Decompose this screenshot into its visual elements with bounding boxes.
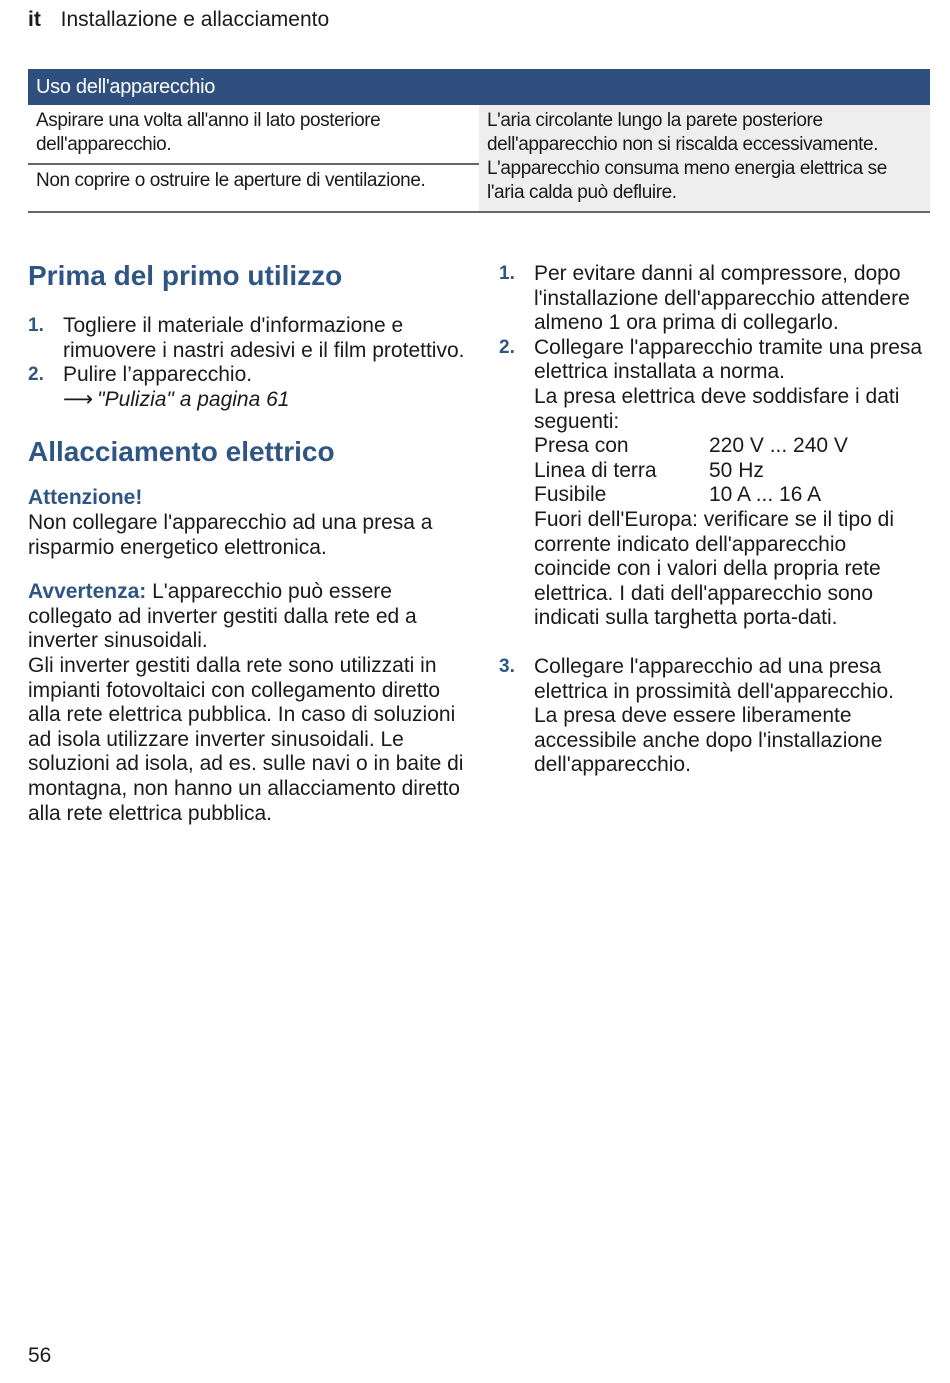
list-item	[499, 655, 929, 778]
first-use-heading: Prima del primo utilizzo	[28, 260, 343, 291]
table-heading: Uso dell'apparecchio	[28, 69, 930, 105]
left-column	[28, 258, 468, 826]
electrical-heading: Allacciamento elettrico	[28, 436, 335, 468]
first-use-steps	[28, 314, 468, 412]
list-item	[28, 314, 468, 363]
table-right-text: L'aria circolante lungo la parete posteriore dell'apparecchio non si riscalda eccessivamente.	[487, 110, 879, 155]
note-text-2: Gli inverter gestiti dalla rete sono utilizzati in impianti fotovoltaici con collegamento diretto alla rete elettrica pubblica. In caso di soluzioni ad isola utilizzare inverter sinusoidali. Le soluzioni ad isola, ad es. sulle navi o in baite di montagna, non hanno un allacciamento diretto alla rete elettrica pubblica.	[28, 653, 464, 825]
step-text: Collegare l'apparecchio tramite una presa elettrica installata a norma.	[534, 335, 923, 384]
requirement-text: La presa elettrica deve soddisfare i dati seguenti:	[534, 384, 900, 433]
list-item	[499, 262, 929, 336]
caution-label: Attenzione!	[28, 486, 143, 510]
step-text: Per evitare danni al compressore, dopo l'installazione dell'apparecchio attendere almeno 1 ora prima di collegarlo.	[534, 262, 910, 335]
note-paragraph	[28, 580, 468, 654]
table-cell: Aspirare una volta all'anno il lato posteriore dell'apparecchio.	[28, 105, 479, 164]
step-text-2: La presa deve essere liberamente accessibile anche dopo l'installazione dell'apparecchio.	[534, 704, 883, 777]
right-column	[499, 262, 929, 778]
caution-text: Non collegare l'apparecchio ad una presa a risparmio energetico elettronica.	[28, 510, 433, 559]
section-title: Installazione e allacciamento	[60, 8, 330, 31]
note-label: Avvertenza:	[28, 580, 147, 604]
step-text: Togliere il materiale d'informazione e rimuovere i nastri adesivi e il film protettivo.	[63, 314, 465, 362]
step-number: 1.	[499, 263, 515, 284]
usage-table	[28, 69, 930, 213]
step-text: Pulire l’apparecchio.	[63, 363, 253, 387]
step-number: 2.	[499, 336, 515, 358]
spec-value: 220 V ... 240 V	[709, 434, 848, 458]
spec-key: Presa con	[534, 434, 629, 458]
list-item	[499, 336, 929, 631]
spec-key: Fusibile	[534, 483, 607, 507]
step-number: 3.	[499, 655, 515, 677]
outside-europe-text: Fuori dell'Europa: verificare se il tipo di corrente indicato dell'apparecchio coincide con i valori della propria rete elettrica. I dati dell'apparecchio sono indicati sulla targhetta porta-dati.	[534, 507, 895, 630]
cross-reference-link[interactable]: ⟶ "Pulizia" a pagina 61	[63, 387, 290, 411]
table-right-text: L'apparecchio consuma meno energia elettrica se l'aria calda può defluire.	[487, 158, 887, 203]
list-item	[28, 363, 468, 412]
page-number: 56	[28, 1344, 52, 1367]
arrow-right-icon: ⟶	[63, 387, 94, 411]
page-header	[28, 8, 329, 32]
step-text: Collegare l'apparecchio ad una presa elettrica in prossimità dell'apparecchio.	[534, 654, 895, 703]
spec-key: Linea di terra	[534, 458, 657, 482]
spec-value: 10 A ... 16 A	[709, 483, 822, 507]
spec-table	[534, 434, 929, 508]
step-number: 2.	[28, 364, 44, 386]
language-code: it	[28, 8, 41, 31]
table-cell-right	[479, 105, 930, 212]
table-cell: Non coprire o ostruire le aperture di ventilazione.	[28, 164, 479, 212]
step-number: 1.	[28, 315, 44, 336]
spec-value: 50 Hz	[709, 458, 764, 482]
connection-steps	[499, 262, 929, 778]
note-text: L'apparecchio può essere collegato ad inverter gestiti dalla rete ed a inverter sinusoidali.	[28, 580, 417, 653]
